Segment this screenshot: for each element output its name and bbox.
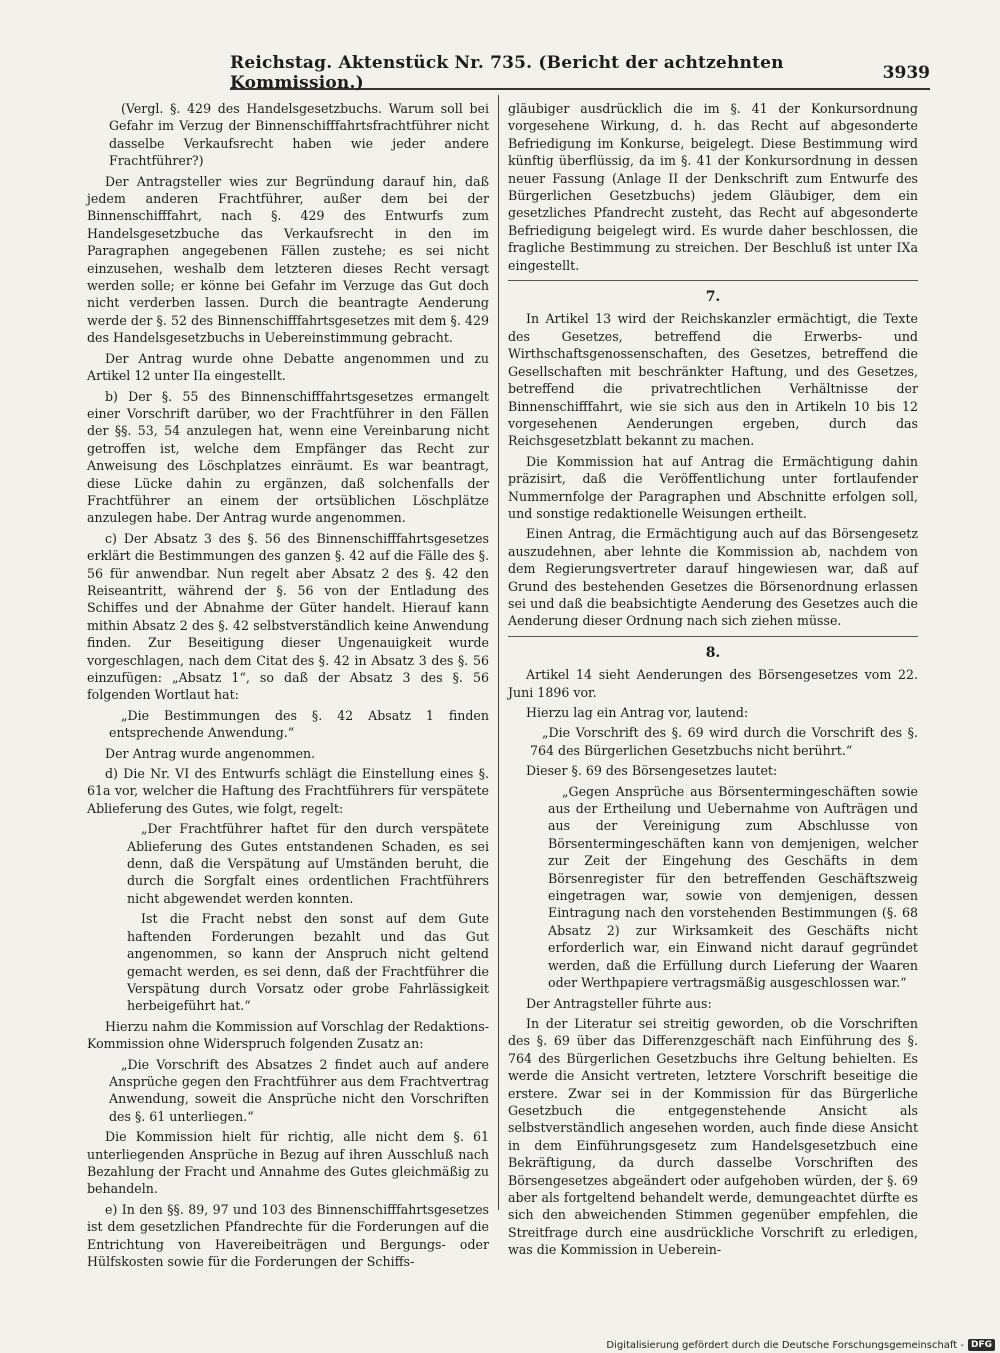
paragraph: Artikel 14 sieht Aenderungen des Börsengesetzes vom 22. Juni 1896 vor. bbox=[508, 667, 918, 700]
paragraph: Die Kommission hielt für richtig, alle nicht dem §. 61 unterliegenden Ansprüche in Bezug auf ihren Ausschluß nach Bezahlung der Fracht und Annahme des Gutes gleichmäßig zu behandeln. bbox=[87, 1129, 489, 1197]
paragraph: Hierzu nahm die Kommission auf Vorschlag der Redaktions-Kommission ohne Widerspruch folgenden Zusatz an: bbox=[87, 1018, 489, 1052]
column-divider bbox=[498, 95, 499, 1210]
running-title: Reichstag. Aktenstück Nr. 735. (Bericht der achtzehnten Kommission.) bbox=[230, 53, 784, 93]
section-number: 8. bbox=[705, 644, 721, 661]
paragraph: Der Antragsteller führte aus: bbox=[526, 995, 712, 1011]
paragraph: c) Der Absatz 3 des §. 56 des Binnenschifffahrtsgesetzes erklärt die Bestimmungen des ganzen §. 42 auf die Fälle des §. 56 für anwendbar. Nun regelt aber Absatz 2 des §. 42 den Reiseantritt, während der §. 56 von der Entladung des Schiffes und der Abnahme der Güter handelt. Hierauf kann mithin Absatz 2 des §. 42 selbstverständlich keine Anwendung finden. Zur Beseitigung dieser Ungenauigkeit wurde vorgeschlagen, nach dem Citat des §. 42 in Absatz 3 des §. 56 einzufügen: „Absatz 1“, so daß der Absatz 3 des §. 56 folgenden Wortlaut hat: bbox=[87, 530, 489, 703]
paragraph: Der Antragsteller wies zur Begründung darauf hin, daß jedem anderen Frachtführer, außer dem bei der Binnenschifffahrt, nach §. 429 des Entwurfs zum Handelsgesetzbuche das Verkaufsrecht in den im Paragraphen angegebenen Fällen zustehe; es sei nicht einzusehen, weshalb dem letzteren dieses Recht versagt werden solle; er könne bei Gefahr im Verzuge das Gut doch nicht verderben lassen. Durch die beantragte Aenderung werde der §. 52 des Binnenschifffahrtsgesetzes mit dem §. 429 des Handelsgesetzbuchs in Uebereinstimmung gebracht. bbox=[87, 173, 489, 346]
quoted-text: „Gegen Ansprüche aus Börsentermingeschäften sowie aus der Ertheilung und Uebernahme von Aufträgen und aus der Vereinigung zum Abschlusse von Börsentermingeschäften kann von demjenigen, welcher zur Zeit der Eingehung des Geschäfts in dem Börsenregister für den betreffenden Geschäftszweig eingetragen war, sowie von demjenigen, dessen Eintragung nach den vorstehenden Bestimmungen (§. 68 Absatz 2) zur Wirksamkeit des Geschäfts nicht erforderlich war, ein Einwand nicht darauf gegründet werden, daß die Erfüllung durch Lieferung der Waaren oder Werthpapiere vertragsmäßig ausgeschlossen war.“ bbox=[548, 783, 918, 991]
quoted-text: „Die Bestimmungen des §. 42 Absatz 1 finden entsprechende Anwendung.“ bbox=[109, 707, 489, 741]
paragraph: Die Kommission hat auf Antrag die Ermächtigung dahin präzisirt, daß die Veröffentlichung unter fortlaufender Nummernfolge der Paragraphen und Abschnitte erfolgen soll, und sonstige redaktionelle Weisungen ertheilt. bbox=[508, 453, 918, 521]
quoted-text: „Die Vorschrift des Absatzes 2 findet auch auf andere Ansprüche gegen den Frachtführer aus dem Frachtvertrag Anwendung, soweit die Ansprüche nicht den Vorschriften des §. 61 unterliegen.“ bbox=[109, 1056, 489, 1124]
paragraph: Einen Antrag, die Ermächtigung auch auf das Börsengesetz auszudehnen, aber lehnte die Kommission ab, nachdem von dem Regierungsvertreter darauf hingewiesen war, daß auf Grund des bestehenden Gesetzes die Börsenordnung erlassen sei und daß die beabsichtigte Aenderung des Gesetzes auch die Aenderung dieser Ordnung nach sich ziehen müsse. bbox=[508, 526, 918, 629]
paragraph: Hierzu lag ein Antrag vor, lautend: bbox=[526, 705, 749, 720]
left-column bbox=[87, 100, 489, 1273]
quoted-text: (Vergl. §. 429 des Handelsgesetzbuchs. Warum soll bei Gefahr im Verzug der Binnenschifffahrtsfrachtführer nicht dasselbe Verkaufsrecht haben wie jeder andere Frachtführer?) bbox=[109, 101, 489, 169]
page-footer bbox=[600, 1338, 995, 1352]
paragraph: Der Antrag wurde ohne Debatte angenommen und zu Artikel 12 unter IIa eingestellt. bbox=[87, 350, 489, 384]
section-rule bbox=[508, 280, 918, 281]
paragraph: Dieser §. 69 des Börsengesetzes lautet: bbox=[526, 763, 778, 779]
page-number: 3939 bbox=[882, 63, 930, 83]
dfg-logo: DFG bbox=[968, 1339, 995, 1351]
page-header bbox=[230, 53, 930, 93]
section-rule bbox=[508, 636, 918, 637]
paragraph: gläubiger ausdrücklich die im §. 41 der Konkursordnung vorgesehene Wirkung, d. h. das Recht auf abgesonderte Befriedigung im Konkurse, beigelegt. Diese Bestimmung wird künftig überflüssig, da im §. 41 der Konkursordnung in dessen neuer Fassung (Anlage II der Denkschrift zum Entwurfe des Bürgerlichen Gesetzbuchs) jedem Gläubiger, dem ein gesetzliches Pfandrecht zusteht, das Recht auf abgesonderte Befriedigung beigelegt wird. Es wurde daher beschlossen, die fragliche Bestimmung zu streichen. Der Beschluß ist unter IXa eingestellt. bbox=[508, 101, 918, 273]
right-column bbox=[508, 100, 918, 1262]
section-number: 7. bbox=[705, 289, 721, 306]
paragraph: In Artikel 13 wird der Reichskanzler ermächtigt, die Texte des Gesetzes, betreffend die Erwerbs- und Wirthschaftsgenossenschaften, des Gesetzes, betreffend die Gesellschaften mit beschränkter Haftung, und des Gesetzes, betreffend die privatrechtlichen Verhältnisse der Binnenschifffahrt, wie sie sich aus den in Artikeln 10 bis 12 vorgesehenen Aenderungen ergeben, durch das Reichsgesetzblatt bekannt zu machen. bbox=[508, 311, 918, 449]
quoted-text: Ist die Fracht nebst den sonst auf dem Gute haftenden Forderungen bezahlt und das Gut angenommen, so kann der Anspruch nicht geltend gemacht werden, es sei denn, daß der Frachtführer die Verspätung durch Vorsatz oder grobe Fahrlässigkeit herbeigeführt hat.“ bbox=[127, 911, 489, 1014]
paragraph: d) Die Nr. VI des Entwurfs schlägt die Einstellung eines §. 61a vor, welcher die Haftung des Frachtführers für verspätete Ablieferung des Gutes, wie folgt, regelt: bbox=[87, 766, 489, 816]
paragraph: Der Antrag wurde angenommen. bbox=[105, 745, 316, 761]
quoted-text: „Die Vorschrift des §. 69 wird durch die Vorschrift des §. 764 des Bürgerlichen Gesetzbuchs nicht berührt.“ bbox=[530, 725, 918, 758]
paragraph: b) Der §. 55 des Binnenschifffahrtsgesetzes ermangelt einer Vorschrift darüber, wo der Frachtführer in den Fällen der §§. 53, 54 anzulegen hat, wenn eine Vereinbarung nicht getroffen ist, welche dem Empfänger das Recht zur Anweisung des Löschplatzes einräumt. Es war beantragt, diese Lücke dahin zu ergänzen, daß solchenfalls der Frachtführer an einem der ortsüblichen Löschplätze anzulegen habe. Der Antrag wurde angenommen. bbox=[87, 388, 489, 526]
funding-note: Digitalisierung gefördert durch die Deutsche Forschungsgemeinschaft - bbox=[606, 1339, 964, 1351]
quoted-text: „Der Frachtführer haftet für den durch verspätete Ablieferung des Gutes entstandenen Schaden, es sei denn, daß die Verspätung auf Umständen beruht, die durch die Sorgfalt eines ordentlichen Frachtführers nicht abgewendet werden konnten. bbox=[127, 821, 489, 906]
paragraph: In der Literatur sei streitig geworden, ob die Vorschriften des §. 69 über das Differenzgeschäft nach Einführung des §. 764 des Bürgerlichen Gesetzbuchs ihre Geltung behielten. Es werde die Ansicht vertreten, letztere Vorschrift beseitige die erstere. Zwar sei in der Kommission für das Bürgerliche Gesetzbuch die entgegenstehende Ansicht als selbstverständlich angesehen worden, auch finde diese Ansicht in dem Einführungsgesetz zum Handelsgesetzbuch eine Bekräftigung, da durch dasselbe Vorschriften des Börsengesetzes abgeändert oder aufgehoben würden, der §. 69 aber als fortgeltend behandelt werde, demungeachtet dürfte es sich den abweichenden Stimmen gegenüber empfehlen, die Streitfrage durch eine ausdrückliche Vorschrift zu erledigen, was die Kommission in Ueberein- bbox=[508, 1015, 918, 1258]
paragraph: e) In den §§. 89, 97 und 103 des Binnenschifffahrtsgesetzes ist dem gesetzlichen Pfandrechte für die Forderungen auf die Entrichtung von Havereibeiträgen und Bergungs- oder Hülfskosten sowie für die Forderungen der Schiffs- bbox=[87, 1201, 489, 1269]
